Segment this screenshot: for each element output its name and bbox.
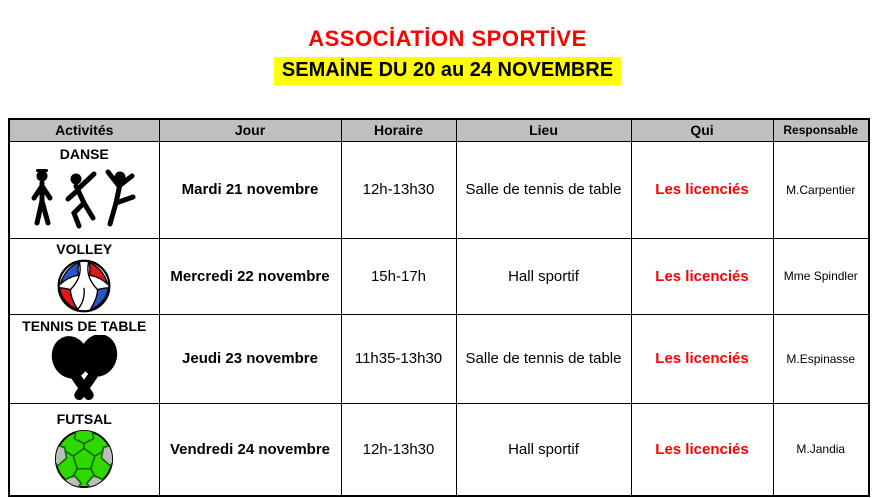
- time-cell: 12h-13h30: [341, 403, 456, 496]
- who-cell: Les licenciés: [631, 314, 773, 403]
- dancers-icon: [24, 163, 144, 235]
- activity-cell-futsal: [9, 403, 159, 496]
- location-cell: Salle de tennis de table: [456, 314, 631, 403]
- who-cell: Les licenciés: [631, 141, 773, 238]
- schedule-table: [8, 118, 870, 497]
- table-row-danse: [9, 141, 869, 238]
- location-cell: Hall sportif: [456, 403, 631, 496]
- table-row-tennis-de-table: [9, 314, 869, 403]
- activity-label: FUTSAL: [56, 410, 112, 427]
- column-header-responsable: Responsable: [773, 119, 869, 141]
- page-subtitle: SEMAİNE DU 20 au 24 NOVEMBRE: [274, 57, 621, 85]
- activity-cell-tennis: [9, 314, 159, 403]
- location-cell: Salle de tennis de table: [456, 141, 631, 238]
- activity-label: VOLLEY: [56, 240, 113, 257]
- page-title: ASSOCİATİON SPORTİVE: [308, 26, 587, 51]
- day-cell: Jeudi 23 novembre: [159, 314, 341, 403]
- table-header-row: [9, 119, 869, 141]
- activity-label: DANSE: [59, 146, 109, 162]
- table-tennis-paddles-icon: [40, 335, 128, 401]
- time-cell: 12h-13h30: [341, 141, 456, 238]
- time-cell: 11h35-13h30: [341, 314, 456, 403]
- activity-label: TENNIS DE TABLE: [22, 318, 147, 334]
- activity-cell-danse: [9, 141, 159, 238]
- column-header-activites: Activités: [9, 119, 159, 141]
- soccer-ball-icon: [53, 428, 115, 490]
- column-header-jour: Jour: [159, 119, 341, 141]
- volleyball-icon: [55, 258, 113, 314]
- document-header: [10, 0, 875, 85]
- responsable-cell: M.Espinasse: [773, 314, 869, 403]
- column-header-lieu: Lieu: [456, 119, 631, 141]
- column-header-horaire: Horaire: [341, 119, 456, 141]
- who-cell: Les licenciés: [631, 403, 773, 496]
- day-cell: Mercredi 22 novembre: [159, 238, 341, 314]
- responsable-cell: Mme Spindler: [773, 238, 869, 314]
- who-cell: Les licenciés: [631, 238, 773, 314]
- page-subtitle-row: [10, 57, 875, 85]
- column-header-qui: Qui: [631, 119, 773, 141]
- table-row-futsal: [9, 403, 869, 496]
- activity-cell-volley: [9, 238, 159, 314]
- day-cell: Mardi 21 novembre: [159, 141, 341, 238]
- time-cell: 15h-17h: [341, 238, 456, 314]
- table-row-volley: [9, 238, 869, 314]
- location-cell: Hall sportif: [456, 238, 631, 314]
- responsable-cell: M.Jandia: [773, 403, 869, 496]
- responsable-cell: M.Carpentier: [773, 141, 869, 238]
- day-cell: Vendredi 24 novembre: [159, 403, 341, 496]
